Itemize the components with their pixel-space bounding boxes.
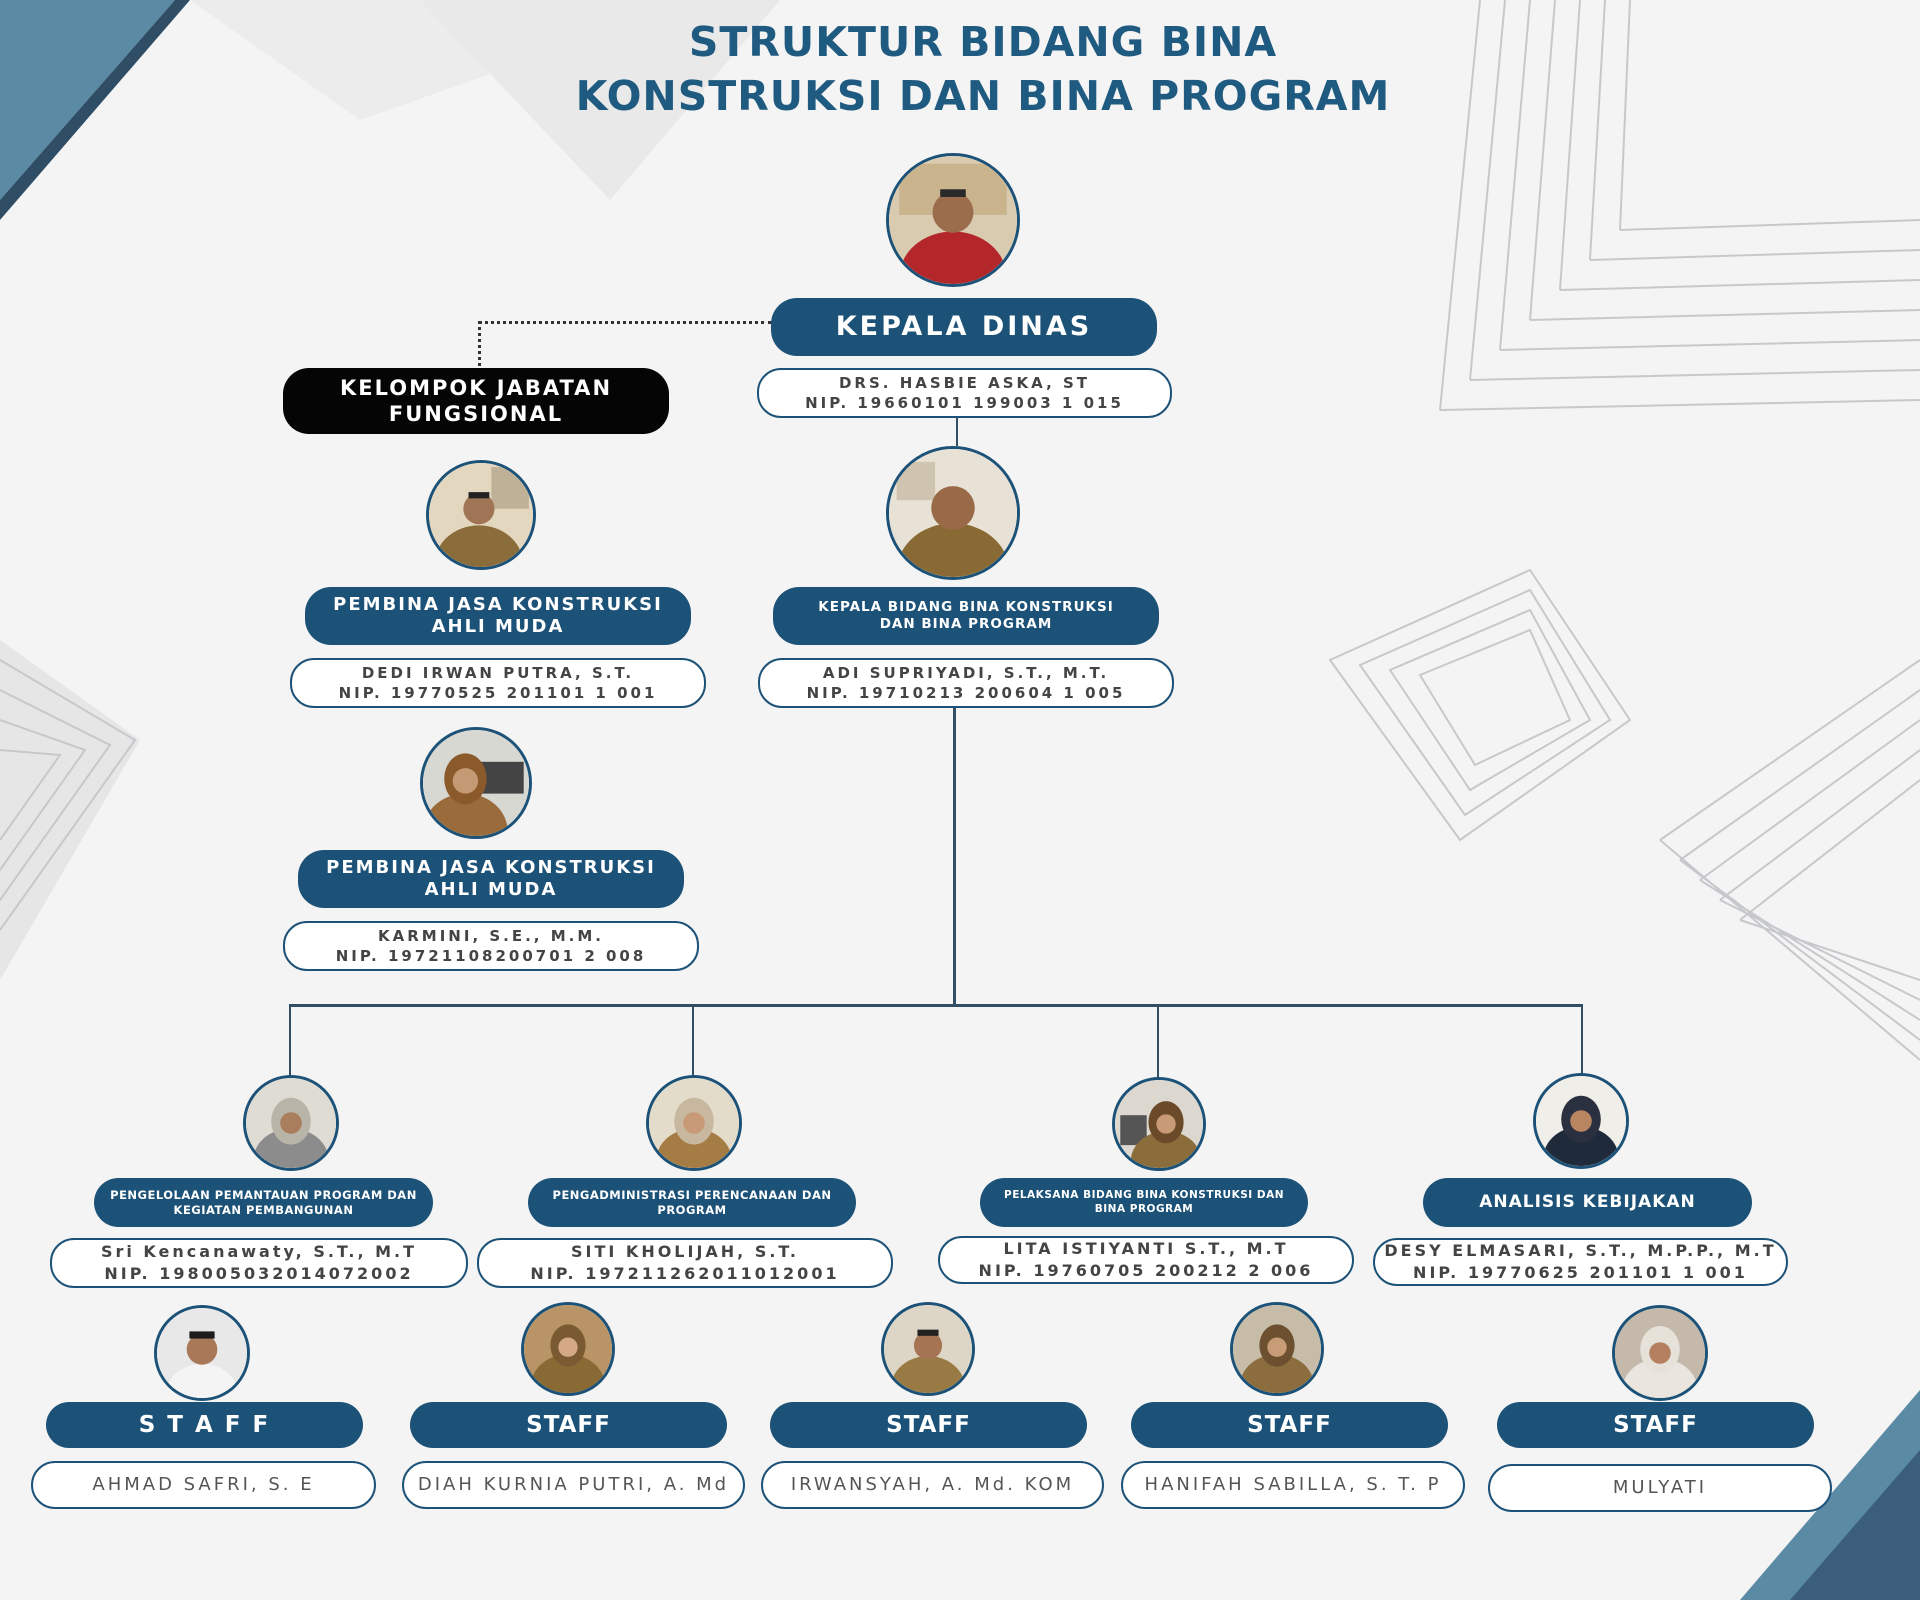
functional-2-info-box (283, 921, 699, 971)
staff-3-name-box (761, 1461, 1104, 1509)
subunit-1-nip: NIP. 198005032014072002 (104, 1264, 414, 1283)
subunit-2-role-line-2: PROGRAM (657, 1202, 727, 1217)
connector-drop-3 (1157, 1004, 1159, 1078)
functional-1-role-line-1: PEMBINA JASA KONSTRUKSI (333, 593, 663, 615)
staff-3-photo (881, 1302, 975, 1396)
subunit-2-role-pill (528, 1178, 856, 1227)
subunit-4-nip: NIP. 19770625 201101 1 001 (1413, 1263, 1748, 1282)
subunit-2-name: SITI KHOLIJAH, S.T. (571, 1242, 799, 1262)
head-name: DRS. HASBIE ASKA, ST (838, 373, 1091, 392)
staff-3-name: IRWANSYAH, A. Md. KOM (790, 1473, 1075, 1495)
subunit-4-photo (1533, 1073, 1629, 1169)
staff-4-photo (1230, 1302, 1324, 1396)
staff-1-photo (154, 1305, 250, 1401)
functional-2-name: KARMINI, S.E., M.M. (378, 926, 604, 945)
division-head-role-line-1: KEPALA BIDANG BINA KONSTRUKSI (818, 599, 1114, 616)
staff-1-name-box (31, 1461, 376, 1509)
division-head-photo (886, 446, 1020, 580)
staff-1-name: AHMAD SAFRI, S. E (92, 1473, 315, 1495)
functional-group-label-1: KELOMPOK JABATAN (339, 375, 613, 400)
staff-1-role-pill: S T A F F (46, 1402, 363, 1448)
staff-4-name-box (1121, 1461, 1465, 1509)
head-role-pill: KEPALA DINAS (771, 298, 1157, 356)
subunit-3-name: LITA ISTIYANTI S.T., M.T (1003, 1239, 1289, 1259)
head-info-box (757, 368, 1172, 418)
subunit-1-role-line-2: KEGIATAN PEMBANGUNAN (173, 1202, 354, 1217)
subunit-4-info-box (1373, 1238, 1788, 1286)
staff-2-name: DIAH KURNIA PUTRI, A. Md (417, 1473, 730, 1495)
subunit-3-role-line-1: PELAKSANA BIDANG BINA KONSTRUKSI DAN (1004, 1189, 1284, 1202)
subunit-1-info-box (50, 1238, 468, 1288)
functional-2-photo (420, 727, 532, 839)
functional-1-photo (426, 460, 536, 570)
functional-2-role-pill (298, 850, 684, 908)
chart-title-line-1: STRUKTUR BIDANG BINA (688, 18, 1278, 66)
division-head-info-box (758, 658, 1174, 708)
functional-1-role-pill (305, 587, 691, 645)
subunit-3-role-pill (980, 1178, 1308, 1227)
division-head-nip: NIP. 19710213 200604 1 005 (806, 684, 1126, 702)
functional-1-name: DEDI IRWAN PUTRA, S.T. (361, 663, 635, 682)
staff-2-photo (521, 1302, 615, 1396)
staff-5-role-pill: STAFF (1497, 1402, 1814, 1448)
subunit-2-photo (646, 1075, 742, 1171)
connector-horizontal-bus (289, 1004, 1583, 1007)
connector-drop-2 (692, 1004, 694, 1078)
staff-5-photo (1612, 1305, 1708, 1401)
functional-2-role-line-1: PEMBINA JASA KONSTRUKSI (326, 856, 656, 878)
staff-3-role-pill: STAFF (770, 1402, 1087, 1448)
staff-2-name-box (402, 1461, 745, 1509)
subunit-4-role-pill: ANALISIS KEBIJAKAN (1423, 1178, 1752, 1227)
staff-2-role-pill: STAFF (410, 1402, 727, 1448)
connector-head-to-division (956, 418, 958, 446)
division-head-role-line-2: DAN BINA PROGRAM (879, 616, 1053, 632)
subunit-1-role-line-1: PENGELOLAAN PEMANTAUAN PROGRAM DAN (110, 1188, 417, 1203)
head-nip: NIP. 19660101 199003 1 015 (805, 394, 1124, 412)
staff-5-name-box (1488, 1464, 1832, 1512)
functional-group-label-2: FUNGSIONAL (388, 402, 564, 426)
connector-division-trunk (953, 708, 956, 1006)
division-head-role-pill (773, 587, 1159, 645)
subunit-4-name: DESY ELMASARI, S.T., M.P.P., M.T (1384, 1241, 1777, 1261)
functional-1-nip: NIP. 19770525 201101 1 001 (338, 684, 658, 702)
staff-5-name: MULYATI (1612, 1476, 1708, 1498)
connector-drop-4 (1581, 1004, 1583, 1078)
subunit-3-nip: NIP. 19760705 200212 2 006 (978, 1261, 1314, 1280)
subunit-2-role-line-1: PENGADMINISTRASI PERENCANAAN DAN (552, 1188, 832, 1203)
subunit-3-info-box (938, 1236, 1354, 1284)
connector-functional-dotted (478, 321, 772, 366)
division-head-name: ADI SUPRIYADI, S.T., M.T. (822, 663, 1110, 682)
chart-title-line-2: KONSTRUKSI DAN BINA PROGRAM (575, 72, 1391, 120)
functional-1-role-line-2: AHLI MUDA (431, 616, 565, 637)
subunit-2-nip: NIP. 197211262011012001 (530, 1264, 840, 1283)
functional-1-info-box (290, 658, 706, 708)
subunit-1-photo (243, 1075, 339, 1171)
subunit-1-name: Sri Kencanawaty, S.T., M.T (100, 1242, 418, 1262)
head-photo (886, 153, 1020, 287)
subunit-1-role-pill (94, 1178, 433, 1227)
functional-2-role-line-2: AHLI MUDA (424, 879, 558, 900)
subunit-3-role-line-2: BINA PROGRAM (1094, 1202, 1194, 1215)
subunit-2-info-box (477, 1238, 893, 1288)
functional-2-nip: NIP. 19721108200701 2 008 (335, 947, 647, 965)
staff-4-role-pill: STAFF (1131, 1402, 1448, 1448)
connector-drop-1 (289, 1004, 291, 1078)
subunit-3-photo (1112, 1077, 1206, 1171)
staff-4-name: HANIFAH SABILLA, S. T. P (1144, 1473, 1442, 1495)
functional-group-pill (283, 368, 669, 434)
